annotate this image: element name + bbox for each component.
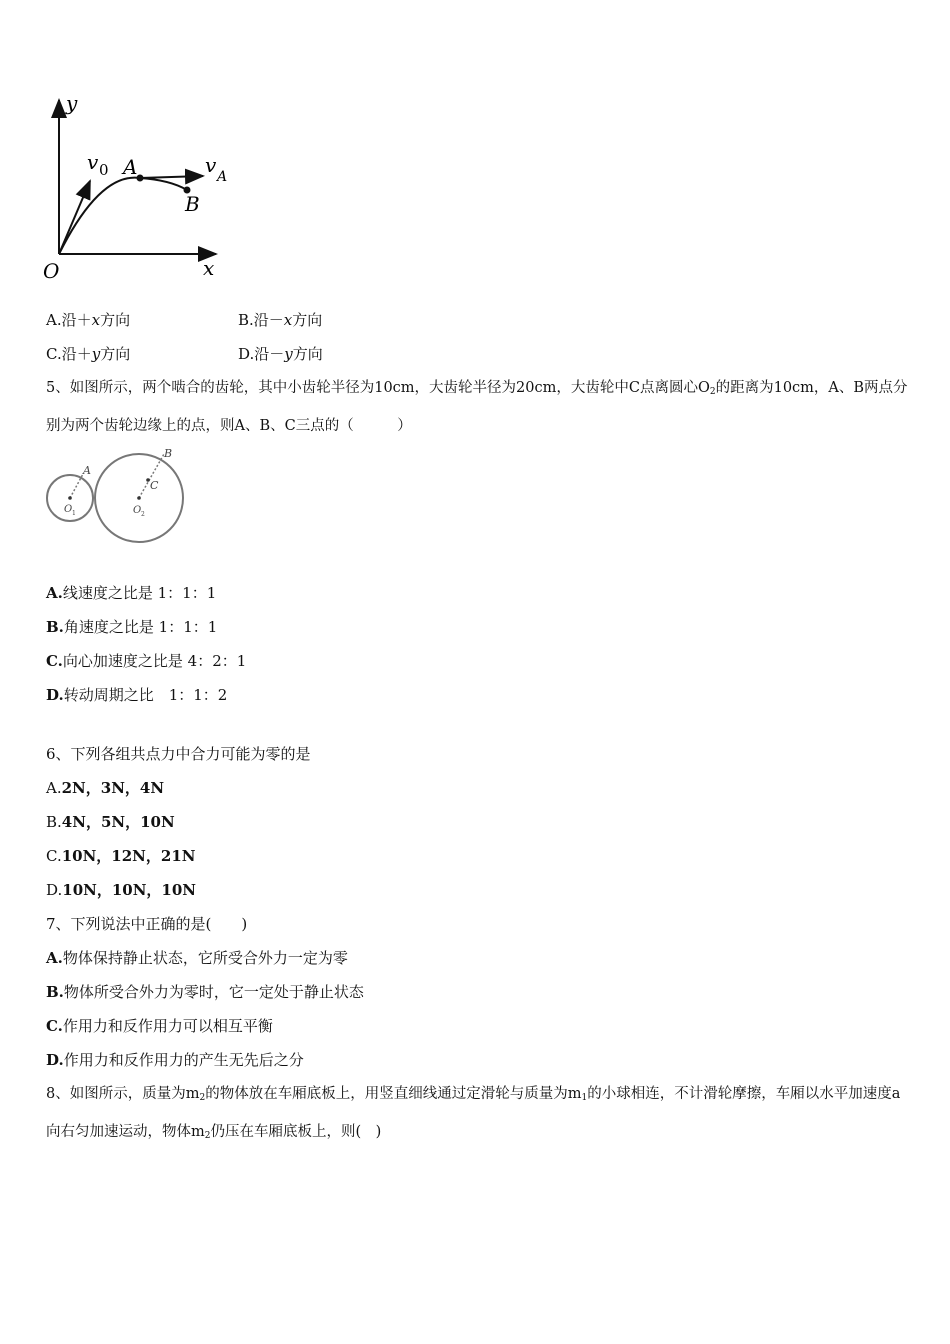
q5-option-d-text: 转动周期之比 1：1：2 [63,686,228,704]
q7-stem: 7、下列说法中正确的是( ) [46,915,248,933]
q6-option-b-text: 4N，5N，10N [61,813,175,831]
y-axis-label: y [66,92,78,115]
q5-stem [46,371,908,443]
q4-option-b [238,310,322,330]
q6-option-c-text: 10N，12N，21N [61,847,196,865]
q6-option-d-letter: D. [46,881,63,899]
gear-label-o1: O [64,504,73,515]
q8-stem-part1: 8、如图所示，质量为m [46,1086,200,1102]
trajectory-curve [59,178,187,254]
va-label: v [205,153,217,177]
q4-option-b-var: x [283,311,293,329]
q8-stem-part4: 仍压在车厢底板上，则( ) [210,1124,382,1140]
trajectory-figure [40,92,240,292]
q4-option-a-var: x [91,311,101,329]
q8-stem-part3: 的小球相连，不计滑轮摩擦，车厢以水平加速度a向右匀加速运动，物体m [46,1086,901,1140]
q4-option-c [46,344,130,364]
va-sub-label: A [217,169,228,185]
q6-option-b-letter: B. [46,813,62,831]
q5-option-a [46,583,216,603]
point-b-label: B [185,192,200,216]
q6-option-d [46,880,196,900]
q8-subscript-2a: 2 [199,1093,206,1103]
q7-option-a-letter: A. [46,949,63,967]
origin-label: O [43,259,60,283]
q4-option-b-post: 方向 [292,311,323,329]
x-axis-label: x [203,256,215,280]
q6-option-d-text: 10N，10N，10N [62,881,197,899]
q6-option-a [46,778,164,798]
q4-option-d-pre: D.沿－ [238,345,285,363]
q5-option-a-text: 线速度之比是 1：1：1 [62,584,217,602]
q5-option-b-letter: B. [46,618,64,636]
v0-arrow [59,181,90,254]
gear-label-o2: O [133,505,142,516]
q4-option-a-pre: A.沿＋ [46,311,92,329]
q7-option-b [46,982,364,1002]
q4-option-b-pre: B.沿－ [238,311,284,329]
gear-label-o1-sub: 1 [72,510,76,517]
q4-option-a [46,310,130,330]
q5-option-c [46,651,246,671]
q5-option-c-letter: C. [46,652,63,670]
gear-label-o2-sub: 2 [141,511,145,518]
point-a [137,175,144,182]
q7-option-c [46,1016,273,1036]
q5-option-d-letter: D. [46,686,64,704]
center-o2 [137,496,141,500]
q7-option-b-text: 物体所受合外力为零时，它一定处于静止状态 [63,983,364,1001]
q7-option-a-text: 物体保持静止状态，它所受合外力一定为零 [62,949,348,967]
q5-option-b-text: 角速度之比是 1：1：1 [63,618,218,636]
q5-option-a-letter: A. [46,584,63,602]
q4-option-c-post: 方向 [100,345,131,363]
q5-option-b [46,617,217,637]
q7-option-b-letter: B. [46,983,64,1001]
q8-subscript-2b: 2 [204,1131,211,1141]
q7-option-d-text: 作用力和反作用力的产生无先后之分 [63,1051,304,1069]
point-a-label: A [123,155,138,179]
gears-figure [44,446,190,554]
center-o1 [68,496,72,500]
q7-option-a [46,948,348,968]
q6-option-c-letter: C. [46,847,62,865]
q7-option-d [46,1050,304,1070]
q7-option-d-letter: D. [46,1051,64,1069]
q4-option-d-post: 方向 [292,345,323,363]
v0-label: v [87,150,99,174]
gear-label-c: C [150,479,159,492]
q4-option-c-var: y [91,345,101,363]
gear-label-a: A [83,464,91,477]
q5-stem-subscript: 2 [709,387,716,397]
q8-stem [46,1077,908,1153]
q5-option-d [46,685,227,705]
q6-option-c [46,846,195,866]
q4-option-a-post: 方向 [100,311,131,329]
q6-option-b [46,812,175,832]
q4-option-d [238,344,323,364]
q8-subscript-1: 1 [581,1093,588,1103]
q8-stem-part2: 的物体放在车厢底板上，用竖直细线通过定滑轮与质量为m [205,1086,582,1102]
q4-option-d-var: y [284,345,293,363]
q6-option-a-text: 2N，3N，4N [61,779,165,797]
q5-stem-part1: 5、如图所示，两个啮合的齿轮，其中小齿轮半径为10cm，大齿轮半径为20cm，大齿轮中C点离圆心O [46,380,710,396]
q6-stem: 6、下列各组共点力中合力可能为零的是 [46,745,311,763]
gear-label-b: B [164,447,173,460]
q4-option-c-pre: C.沿＋ [46,345,92,363]
q5-option-c-text: 向心加速度之比是 4：2：1 [62,652,247,670]
v0-sub-label: 0 [99,161,109,179]
q6-option-a-letter: A. [46,779,62,797]
q5-stem-part2: 的距离为10cm，A、B两点分别为两个齿轮边缘上的点，则A、B、C三点的（ ） [46,380,908,434]
va-arrow [140,176,203,178]
q7-option-c-letter: C. [46,1017,63,1035]
q7-option-c-text: 作用力和反作用力可以相互平衡 [62,1017,273,1035]
